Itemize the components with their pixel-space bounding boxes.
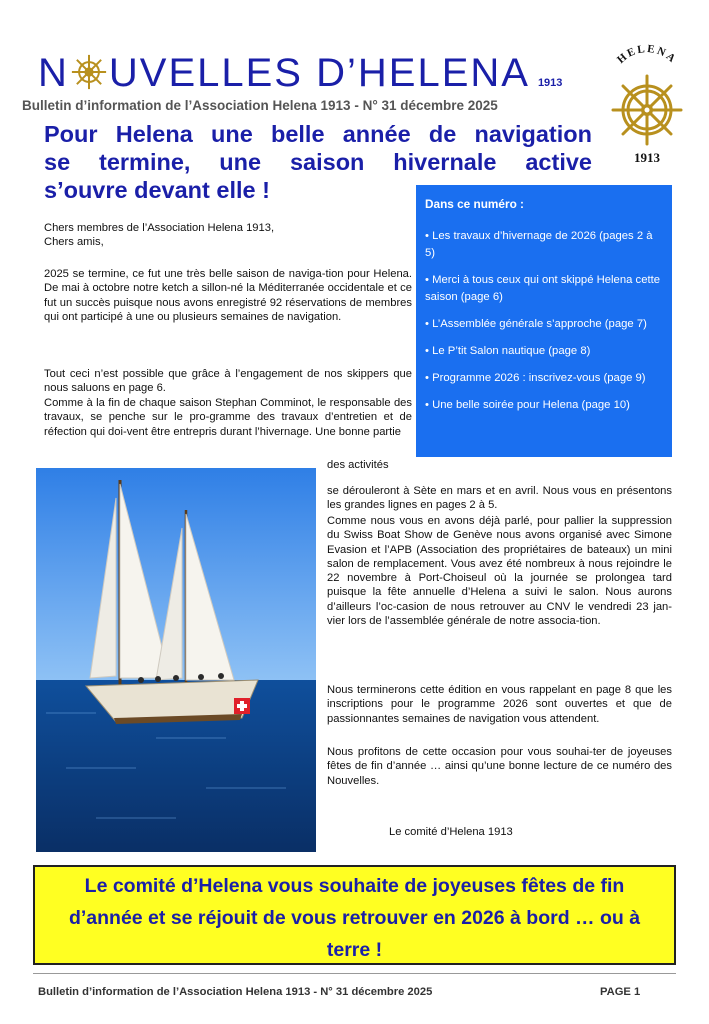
masthead-subtitle: Bulletin d’information de l’Association Helena 1913 - N° 31 décembre 2025 (22, 98, 498, 113)
logo-top-text: HELENA (615, 42, 680, 67)
paragraph-season: 2025 se termine, ce fut une très belle saison de naviga-tion pour Helena. De mai à octobre notre ketch a sillon-né la Méditerranée occidentale et ce fut un succès puisque nous avons enregistré 92 réservations de membres qui ont participé à une ou plusieurs semaines de navigation. (44, 268, 412, 323)
logo-bottom-text: 1913 (634, 150, 660, 165)
paragraph-sete: se dérouleront à Sète en mars et en avril. Nous vous en présentons les grandes lignes en pages 2 à 5. (327, 485, 672, 512)
ketch-sailing-photo (36, 468, 316, 852)
ship-wheel-icon (71, 54, 107, 90)
headline-line-3: s’ouvre devant elle ! (44, 177, 270, 203)
toc-item: • Les travaux d’hivernage de 2026 (pages 2 à 5) (425, 230, 653, 259)
paragraph-salon: Comme nous vous en avons déjà parlé, pour pallier la suppression du Swiss Boat Show de Genève nous avons organisé avec Simone Evasion et l’APB (Association des propriétaires de bateaux) un mini salon de remplacement. Vous avez été nombreux à nous rejoindre le 22 novembre à Port-Choiseul où la journée se prolongea tard puisque la fête annuelle d’Helena a suivi le salon. Nous aurons d’ailleurs l’oc-casion de nous retrouver au CNV le vendredi 23 jan-vier lors de l’assemblée générale de notre associa-tion. (327, 515, 672, 628)
toc-item: • Merci à tous ceux qui ont skippé Helena cette saison (page 6) (425, 274, 661, 303)
masthead-title-end: UVELLES D’HELENA (108, 51, 530, 95)
paragraph-skippers: Tout ceci n’est possible que grâce à l’engagement de nos skippers que nous saluons en page 6. (44, 368, 412, 395)
letter-signature: Le comité d’Helena 1913 (389, 826, 513, 838)
masthead-year: 1913 (537, 77, 563, 89)
footer-bulletin-info: Bulletin d’information de l’Association Helena 1913 - N° 31 décembre 2025 (38, 986, 433, 998)
toc-item: • Programme 2026 : inscrivez-vous (page 9) (425, 372, 646, 384)
toc-title: Dans ce numéro : (425, 197, 524, 211)
ship-wheel-logo-icon (604, 38, 690, 168)
masthead-title-start: N (38, 51, 69, 95)
svg-text:HELENA (615, 43, 679, 66)
headline-line-1: Pour Helena une belle année de navigation (44, 121, 592, 147)
toc-item: • Le P’tit Salon nautique (page 8) (425, 345, 591, 357)
greetings-banner: Le comité d’Helena vous souhaite de joyeuses fêtes de fin d’année et se réjouit de vous retrouver en 2026 à bord … ou à terre ! (33, 865, 676, 965)
helena-logo (604, 38, 690, 168)
table-of-contents (416, 185, 672, 457)
greeting-line-1: Chers membres de l’Association Helena 1913, (44, 222, 275, 234)
greeting-line-2: Chers amis, (44, 236, 104, 248)
sailboat-illustration (36, 468, 316, 852)
letter-greeting (44, 221, 374, 249)
toc-item: • Une belle soirée pour Helena (page 10) (425, 399, 630, 411)
toc-item: • L’Assemblée générale s’approche (page 7) (425, 318, 647, 330)
footer-page-number: PAGE 1 (600, 986, 641, 998)
paragraph-works: Comme à la fin de chaque saison Stephan Comminot, le responsable des travaux, se penche sur le pro-gramme des travaux d’entretien et de réfection qui doi-vent être entrepris durant l’hivernage. Une bonne partie (44, 397, 412, 438)
headline-line-2: se termine, une saison hivernale active (44, 149, 592, 175)
footer-divider (33, 973, 676, 974)
paragraph-programme: Nous terminerons cette édition en vous rappelant en page 8 que les inscriptions pour le programme 2026 sont ouvertes et que de passionnantes semaines de navigation vous attendent. (327, 684, 672, 725)
paragraph-works-continued: des activités (327, 459, 389, 471)
paragraph-wishes: Nous profitons de cette occasion pour vous souhai-ter de joyeuses fêtes de fin d’année … ainsi qu’une bonne lecture de ce numéro des Nouvelles. (327, 746, 672, 787)
